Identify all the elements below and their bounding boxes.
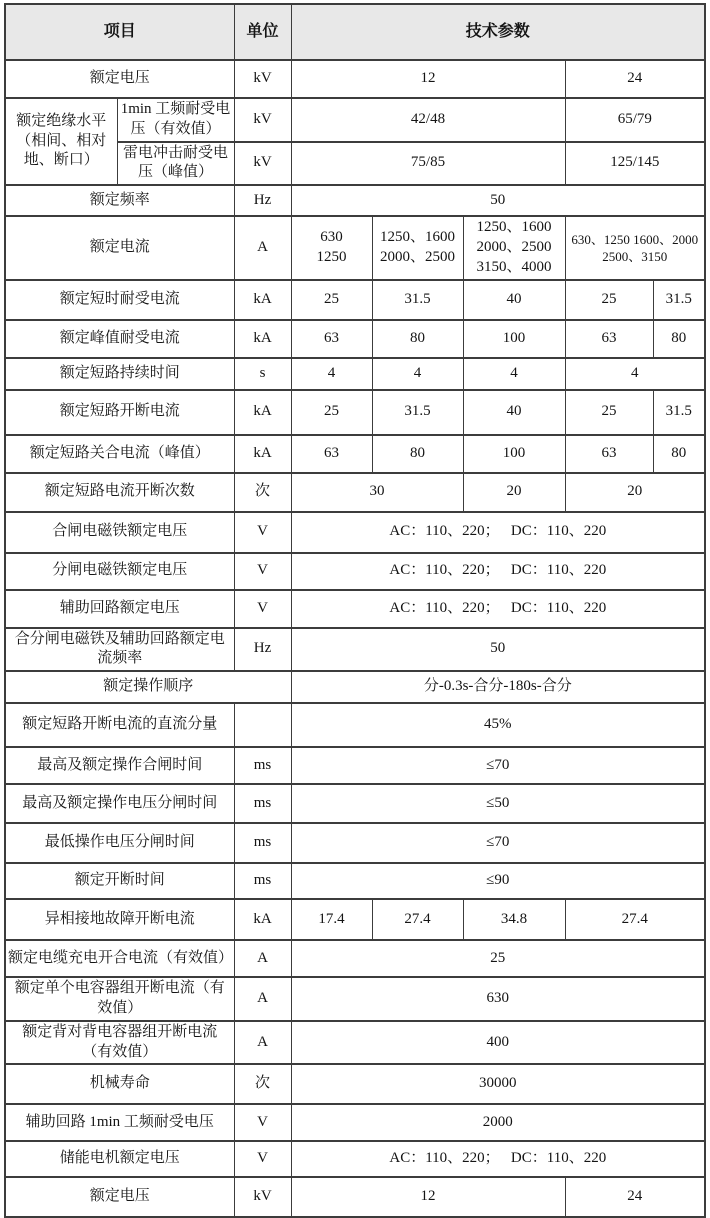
value-cell: 17.4 [291, 899, 372, 940]
table-row [5, 320, 705, 358]
table-row [5, 863, 705, 899]
unit-cell: ms [234, 863, 291, 899]
value-cell: 25 [291, 280, 372, 320]
table-row [5, 628, 705, 672]
value-cell: 20 [565, 473, 705, 512]
item-cell: 额定单个电容器组开断电流（有效值） [5, 977, 234, 1021]
table-row [5, 1177, 705, 1217]
unit-cell: A [234, 216, 291, 279]
unit-cell: kV [234, 60, 291, 98]
item-cell: 额定短路电流开断次数 [5, 473, 234, 512]
value-cell: 25 [565, 390, 653, 435]
value-cell: 40 [463, 390, 565, 435]
table-row [5, 216, 705, 279]
item-cell: 储能电机额定电压 [5, 1141, 234, 1177]
value-cell: 100 [463, 320, 565, 358]
value-cell: 65/79 [565, 98, 705, 142]
item-cell: 最高及额定操作电压分闸时间 [5, 784, 234, 823]
value-cell: 4 [565, 358, 705, 390]
unit-cell: 次 [234, 473, 291, 512]
unit-cell: kA [234, 320, 291, 358]
table-row [5, 590, 705, 628]
value-cell: ≤90 [291, 863, 705, 899]
table-row [5, 512, 705, 553]
unit-cell: A [234, 977, 291, 1021]
value-cell: 630 1250 [291, 216, 372, 279]
table-row [5, 703, 705, 747]
table-row [5, 553, 705, 590]
unit-cell: V [234, 1104, 291, 1141]
value-cell: 31.5 [653, 280, 705, 320]
value-cell: 63 [291, 435, 372, 473]
table-row [5, 1064, 705, 1104]
item-cell: 机械寿命 [5, 1064, 234, 1104]
value-cell: 400 [291, 1021, 705, 1065]
item-cell: 异相接地故障开断电流 [5, 899, 234, 940]
unit-cell: kA [234, 390, 291, 435]
value-cell: 4 [291, 358, 372, 390]
unit-cell: ms [234, 823, 291, 863]
item-cell: 额定操作顺序 [5, 671, 291, 703]
item-cell: 额定开断时间 [5, 863, 234, 899]
unit-cell: kA [234, 435, 291, 473]
value-cell: 50 [291, 185, 705, 216]
table-row [5, 747, 705, 784]
table-row [5, 390, 705, 435]
item-cell: 额定峰值耐受电流 [5, 320, 234, 358]
item-cell: 额定背对背电容器组开断电流（有效值） [5, 1021, 234, 1065]
unit-cell: V [234, 512, 291, 553]
value-cell: 630 [291, 977, 705, 1021]
value-cell: 12 [291, 60, 565, 98]
item-cell: 分闸电磁铁额定电压 [5, 553, 234, 590]
unit-cell: A [234, 940, 291, 977]
value-cell: 50 [291, 628, 705, 672]
unit-cell: V [234, 590, 291, 628]
table-row [5, 280, 705, 320]
value-cell: 4 [372, 358, 463, 390]
value-cell: 1250、1600 2000、2500 3150、4000 [463, 216, 565, 279]
value-cell: 63 [565, 435, 653, 473]
value-cell: 25 [291, 940, 705, 977]
value-cell: 24 [565, 1177, 705, 1217]
value-cell: 27.4 [565, 899, 705, 940]
value-cell: 80 [372, 320, 463, 358]
table-row [5, 1021, 705, 1065]
value-cell: 63 [565, 320, 653, 358]
item-cell: 辅助回路 1min 工频耐受电压 [5, 1104, 234, 1141]
value-cell: 31.5 [653, 390, 705, 435]
table-row [5, 185, 705, 216]
value-cell: 63 [291, 320, 372, 358]
unit-cell: kV [234, 142, 291, 186]
unit-cell: V [234, 553, 291, 590]
value-cell: 25 [291, 390, 372, 435]
spec-table [4, 3, 706, 1218]
value-cell: 80 [653, 320, 705, 358]
value-cell: 45% [291, 703, 705, 747]
value-cell: 1250、1600 2000、2500 [372, 216, 463, 279]
value-cell: 75/85 [291, 142, 565, 186]
item-cell: 额定短时耐受电流 [5, 280, 234, 320]
item-group-cell: 额定绝缘水平（相间、相对地、断口） [5, 98, 117, 185]
table-row [5, 98, 705, 142]
value-cell: 4 [463, 358, 565, 390]
item-cell: 额定短路持续时间 [5, 358, 234, 390]
value-cell: 30 [291, 473, 463, 512]
value-cell: 100 [463, 435, 565, 473]
item-cell: 雷电冲击耐受电压（峰值） [117, 142, 234, 186]
header-cell-item: 项目 [5, 4, 234, 60]
value-cell: 27.4 [372, 899, 463, 940]
item-cell: 最低操作电压分闸时间 [5, 823, 234, 863]
unit-cell: A [234, 1021, 291, 1065]
value-cell: ≤70 [291, 823, 705, 863]
item-cell: 1min 工频耐受电压（有效值） [117, 98, 234, 142]
unit-cell: kA [234, 899, 291, 940]
unit-cell [234, 703, 291, 747]
unit-cell: Hz [234, 628, 291, 672]
header-cell-params: 技术参数 [291, 4, 705, 60]
header-row [5, 4, 705, 60]
table-row [5, 940, 705, 977]
value-cell: 25 [565, 280, 653, 320]
item-cell: 合分闸电磁铁及辅助回路额定电流频率 [5, 628, 234, 672]
table-row [5, 977, 705, 1021]
item-cell: 额定电流 [5, 216, 234, 279]
value-cell: 125/145 [565, 142, 705, 186]
table-row [5, 60, 705, 98]
item-cell: 额定短路关合电流（峰值） [5, 435, 234, 473]
item-cell: 辅助回路额定电压 [5, 590, 234, 628]
item-cell: 最高及额定操作合闸时间 [5, 747, 234, 784]
table-row [5, 1104, 705, 1141]
value-cell: 30000 [291, 1064, 705, 1104]
table-row [5, 671, 705, 703]
header-cell-unit: 单位 [234, 4, 291, 60]
unit-cell: ms [234, 784, 291, 823]
table-row [5, 473, 705, 512]
value-cell: 20 [463, 473, 565, 512]
value-cell: 80 [372, 435, 463, 473]
value-cell: 630、1250 1600、2000 2500、3150 [565, 216, 705, 279]
item-cell: 额定电缆充电开合电流（有效值） [5, 940, 234, 977]
value-cell: AC：110、220； DC：110、220 [291, 553, 705, 590]
value-cell: 分-0.3s-合分-180s-合分 [291, 671, 705, 703]
value-cell: 2000 [291, 1104, 705, 1141]
value-cell: AC：110、220； DC：110、220 [291, 1141, 705, 1177]
value-cell: 24 [565, 60, 705, 98]
value-cell: 34.8 [463, 899, 565, 940]
table-row [5, 1141, 705, 1177]
value-cell: 40 [463, 280, 565, 320]
item-cell: 额定电压 [5, 60, 234, 98]
table-row [5, 435, 705, 473]
item-cell: 合闸电磁铁额定电压 [5, 512, 234, 553]
item-cell: 额定短路开断电流的直流分量 [5, 703, 234, 747]
unit-cell: Hz [234, 185, 291, 216]
unit-cell: kV [234, 1177, 291, 1217]
value-cell: ≤50 [291, 784, 705, 823]
value-cell: 31.5 [372, 390, 463, 435]
value-cell: 31.5 [372, 280, 463, 320]
item-cell: 额定短路开断电流 [5, 390, 234, 435]
unit-cell: s [234, 358, 291, 390]
value-cell: 80 [653, 435, 705, 473]
value-cell: AC：110、220； DC：110、220 [291, 590, 705, 628]
unit-cell: kA [234, 280, 291, 320]
value-cell: 12 [291, 1177, 565, 1217]
unit-cell: ms [234, 747, 291, 784]
item-cell: 额定频率 [5, 185, 234, 216]
unit-cell: V [234, 1141, 291, 1177]
value-cell: AC：110、220； DC：110、220 [291, 512, 705, 553]
item-cell: 额定电压 [5, 1177, 234, 1217]
table-row [5, 358, 705, 390]
unit-cell: kV [234, 98, 291, 142]
unit-cell: 次 [234, 1064, 291, 1104]
table-row [5, 823, 705, 863]
value-cell: 42/48 [291, 98, 565, 142]
value-cell: ≤70 [291, 747, 705, 784]
table-row [5, 899, 705, 940]
table-row [5, 784, 705, 823]
